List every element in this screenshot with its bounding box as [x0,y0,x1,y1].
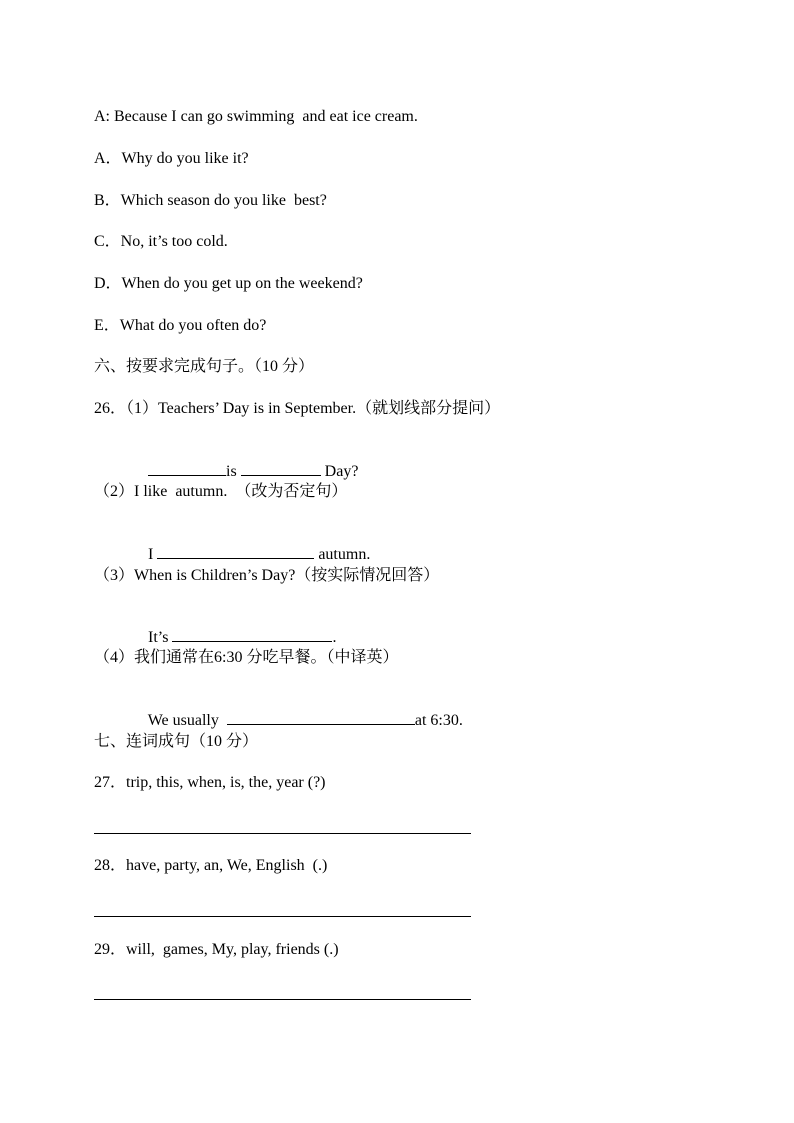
option-e: E．What do you often do? [94,317,267,334]
q28-prompt: 28．have, party, an, We, English (.) [94,857,328,874]
q26-is-text: is [226,463,241,480]
answer-a: A: Because I can go swimming and eat ice cream. [94,108,418,125]
q27-prompt: 27．trip, this, when, is, the, year (?) [94,774,326,791]
q29-prompt: 29．will, games, My, play, friends (.) [94,941,339,958]
q26-blank-2[interactable] [241,461,321,476]
option-b: B．Which season do you like best? [94,192,327,209]
section6-heading: 六、按要求完成句子。（10 分） [94,358,315,375]
q26-day-text: Day? [320,463,359,480]
q2-blank[interactable] [157,544,314,559]
q4-prompt: （4）我们通常在6:30 分吃早餐。（中译英） [94,649,399,666]
q28-answer-line[interactable] [94,916,471,917]
q29-answer-line[interactable] [94,999,471,1000]
q27-answer-line[interactable] [94,833,471,834]
q3-period: . [332,629,337,646]
q3-its-text: It’s [148,629,173,646]
section7-heading: 七、连词成句（10 分） [94,733,259,750]
q3-prompt: （3）When is Children’s Day?（按实际情况回答） [94,567,440,584]
q26-prompt: 26．（1）Teachers’ Day is in September.（就划线部分提问） [94,400,501,417]
q4-at-text: at 6:30. [414,712,463,729]
q2-i-text: I [148,546,158,563]
q3-blank[interactable] [172,627,332,642]
q2-autumn-text: autumn. [314,546,371,563]
option-a: A．Why do you like it? [94,150,249,167]
option-c: C．No, it’s too cold. [94,233,228,250]
option-d: D．When do you get up on the weekend? [94,275,363,292]
q4-blank[interactable] [227,710,415,725]
q26-blank-1[interactable] [148,461,226,476]
q2-prompt: （2）I like autumn. （改为否定句） [94,483,348,500]
q4-we-text: We usually [147,712,227,729]
